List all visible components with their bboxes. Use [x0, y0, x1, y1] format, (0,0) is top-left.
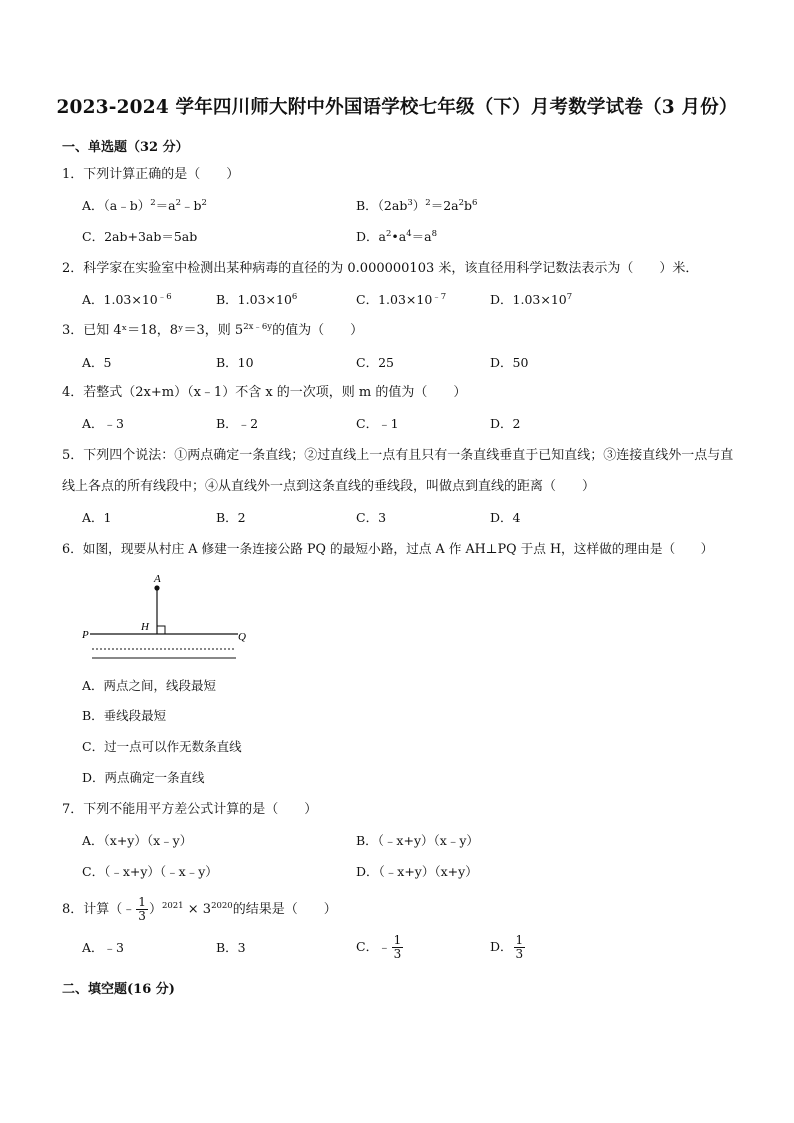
question-3-option-c: C．25 — [356, 355, 394, 370]
fraction-one-third: $\frac{1}{3}$ — [515, 933, 524, 961]
question-2-option-b: B．$1.03\times 10^6$ — [216, 292, 298, 307]
question-5-option-c: C．3 — [356, 510, 387, 525]
question-8-option-b: B．3 — [216, 940, 246, 955]
question-8-stem: 8．计算（﹣ $\frac{1}{3}$ ）$^{2021} \times 3^{2020}$的结果是（ ） — [62, 895, 337, 923]
fraction-one-third: $\frac{1}{3}$ — [138, 895, 146, 923]
question-5-option-d: D．4 — [490, 510, 521, 525]
question-7-stem: 7．下列不能用平方差公式计算的是（ ） — [62, 802, 318, 817]
question-4-stem: 4．若整式（2x+m）（x﹣1）不含 x 的一次项，则 m 的值为（ ） — [62, 385, 467, 400]
page-title: 2023-2024 学年四川师大附中外国语学校七年级（下）月考数学试卷（3 月份） — [56, 97, 738, 118]
question-6-option-d: D．两点确定一条直线 — [82, 770, 205, 785]
right-angle-mark — [157, 626, 165, 634]
question-2-option-d: D．$1.03\times 10^7$ — [490, 292, 573, 307]
road-village-figure — [80, 568, 260, 663]
label-a: A — [154, 573, 161, 585]
question-2-stem: 2．科学家在实验室中检测出某种病毒的直径的为 0.000000103 米，该直径用科学记数法表示为（ ）米． — [62, 261, 699, 276]
question-4-option-a: A．﹣3 — [82, 416, 124, 431]
question-3-stem: 3．已知 4ˣ＝18，8ʸ＝3，则 $5^{2x﹣6y}$的值为（ ） — [62, 322, 364, 338]
question-4-option-d: D．2 — [490, 416, 521, 431]
question-3-option-a: A．5 — [82, 355, 112, 370]
question-1-option-a: A．$(a﹣b)^2=a^2﹣b^2$ — [82, 198, 207, 213]
question-7-option-a: A．（x+y）（x﹣y） — [82, 833, 193, 848]
question-2-option-a: A．$1.03\times 10^{﹣6}$ — [82, 292, 172, 307]
question-6-option-a: A．两点之间，线段最短 — [82, 678, 217, 693]
question-7-option-b: B．（﹣x+y）（x﹣y） — [356, 833, 479, 848]
question-6-stem: 6．如图，现要从村庄 A 修建一条连接公路 PQ 的最短小路，过点 A 作 AH⊥PQ 于点 H，这样做的理由是（ ） — [62, 541, 714, 556]
question-1-option-d: D．$a^2•a^4=a^8$ — [356, 229, 438, 244]
label-p: P — [82, 629, 89, 641]
question-5-stem: 5．下列四个说法：①两点确定一条直线；②过直线上一点有且只有一条直线垂直于已知直线；③连接直线外一点与直线上各点的所有线段中；④从直线外一点到这条直线的垂线段，叫做点到直线的距离（ ） — [62, 448, 734, 494]
question-2-option-c: C．$1.03\times 10^{﹣7}$ — [356, 292, 447, 307]
question-4-option-b: B．﹣2 — [216, 416, 259, 431]
question-4-option-c: C．﹣1 — [356, 416, 399, 431]
point-a-dot — [154, 585, 159, 590]
label-q: Q — [238, 631, 246, 643]
label-h: H — [141, 621, 149, 633]
question-6-option-c: C．过一点可以作无数条直线 — [82, 739, 242, 754]
fraction-one-third: $\frac{1}{3}$ — [393, 933, 402, 961]
question-8-option-c: C．﹣ $\frac{1}{3}$ — [356, 933, 402, 961]
section-heading-single-choice: 一、单选题（32 分） — [62, 140, 189, 155]
question-3-option-d: D．50 — [490, 355, 529, 370]
question-6-option-b: B．垂线段最短 — [82, 708, 167, 723]
question-8-option-a: A．﹣3 — [82, 940, 124, 955]
question-7-option-c: C．（﹣x+y）（﹣x﹣y） — [82, 864, 218, 879]
question-8-option-d: D． $\frac{1}{3}$ — [490, 933, 524, 961]
question-5-option-b: B．2 — [216, 510, 246, 525]
question-7-option-d: D．（﹣x+y）（x+y） — [356, 864, 478, 879]
question-5-option-a: A．1 — [82, 510, 112, 525]
question-1-option-b: B．$(2ab^3)^2=2a^2b^6$ — [356, 198, 478, 213]
question-1-option-c: C．2ab+3ab＝5ab — [82, 229, 198, 244]
question-3-option-b: B．10 — [216, 355, 254, 370]
section-heading-fill-blank: 二、填空题(16 分) — [62, 982, 175, 997]
question-1-stem: 1．下列计算正确的是（ ） — [62, 167, 240, 182]
